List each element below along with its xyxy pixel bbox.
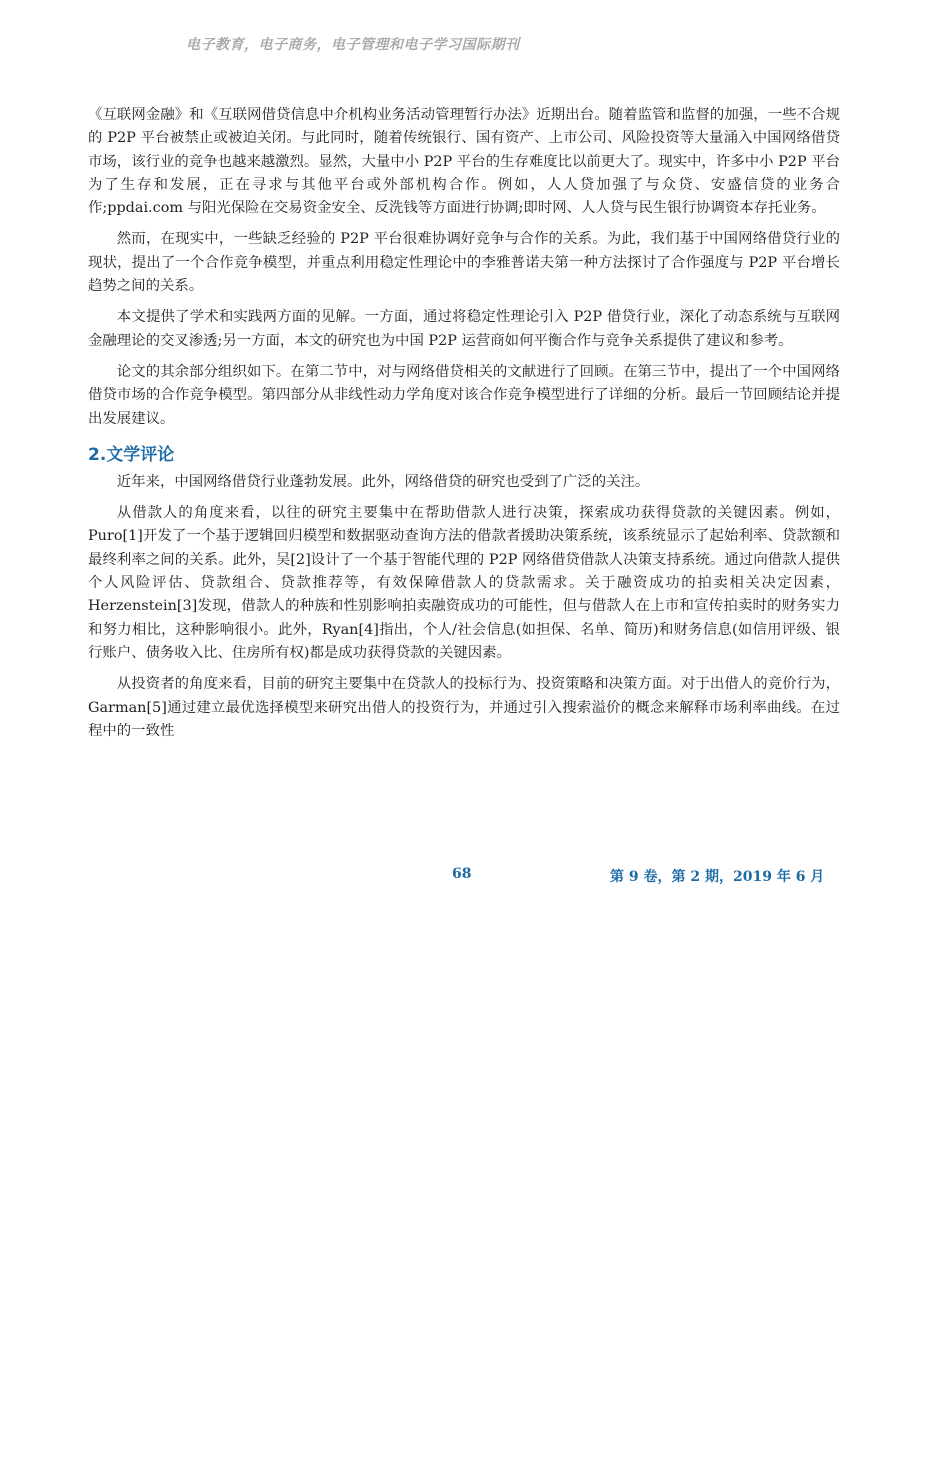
journal-running-header: 电子教育，电子商务，电子管理和电子学习国际期刊 (186, 37, 520, 53)
body-paragraph: 从投资者的角度来看，目前的研究主要集中在贷款人的投标行为、投资策略和决策方面。对于出借人的竞价行为，Garman[5]通过建立最优选择模型来研究出借人的投资行为，并通过引入搜索溢价的概念来解释市场利率曲线。在过程中的一致性 (88, 676, 840, 739)
section-heading: 2.文学评论 (88, 444, 175, 465)
body-paragraph: 从借款人的角度来看，以往的研究主要集中在帮助借款人进行决策，探索成功获得贷款的关键因素。例如，Puro[1]开发了一个基于逻辑回归模型和数据驱动查询方法的借款者援助决策系统，该系统显示了起始利率、贷款额和最终利率之间的关系。此外，吴[2]设计了一个基于智能代理的 P2P 网络借贷借款人决策支持系统。通过向借款人提供个人风险评估、贷款组合、贷款推荐等，有效保障借款人的贷款需求。关于融资成功的拍卖相关决定因素，Herzenstein[3]发现，借款人的种族和性别影响拍卖融资成功的可能性，但与借款人在上市和宣传拍卖时的财务实力和努力相比，这种影响很小。此外，Ryan[4]指出，个人/社会信息(如担保、名单、简历)和财务信息(如信用评级、银行账户、债务收入比、住房所有权)都是成功获得贷款的关键因素。 (88, 505, 840, 661)
issue-info: 第 9 卷，第 2 期，2019 年 6 月 (610, 869, 825, 885)
body-paragraph: 本文提供了学术和实践两方面的见解。一方面，通过将稳定性理论引入 P2P 借贷行业，深化了动态系统与互联网金融理论的交叉渗透;另一方面，本文的研究也为中国 P2P 运营商如何平衡合作与竞争关系提供了建议和参考。 (88, 309, 840, 349)
article-body (88, 104, 840, 751)
body-paragraph: 论文的其余部分组织如下。在第二节中，对与网络借贷相关的文献进行了回顾。在第三节中，提出了一个中国网络借贷市场的合作竞争模型。第四部分从非线性动力学角度对该合作竞争模型进行了详细的分析。最后一节回顾结论并提出发展建议。 (88, 363, 840, 427)
body-paragraph: 《互联网金融》和《互联网借贷信息中介机构业务活动管理暂行办法》近期出台。随着监管和监督的加强，一些不合规的 P2P 平台被禁止或被迫关闭。与此同时，随着传统银行、国有资产、上市公司、风险投资等大量涌入中国网络借贷市场，该行业的竞争也越来越激烈。显然，大量中小 P2P 平台的生存难度比以前更大了。现实中，许多中小 P2P 平台为了生存和发展，正在寻求与其他平台或外部机构合作。例如，人人贷加强了与众贷、安盛信贷的业务合作;ppdai.com 与阳光保险在交易资金安全、反洗钱等方面进行协调;即时网、人人贷与民生银行协调资本存托业务。 (88, 107, 840, 217)
body-paragraph: 然而，在现实中，一些缺乏经验的 P2P 平台很难协调好竞争与合作的关系。为此，我们基于中国网络借贷行业的现状，提出了一个合作竞争模型，并重点利用稳定性理论中的李雅普诺夫第一种方法探讨了合作强度与 P2P 平台增长趋势之间的关系。 (88, 231, 840, 295)
page-number: 68 (452, 866, 472, 882)
body-paragraph: 近年来，中国网络借贷行业蓬勃发展。此外，网络借贷的研究也受到了广泛的关注。 (116, 473, 650, 490)
